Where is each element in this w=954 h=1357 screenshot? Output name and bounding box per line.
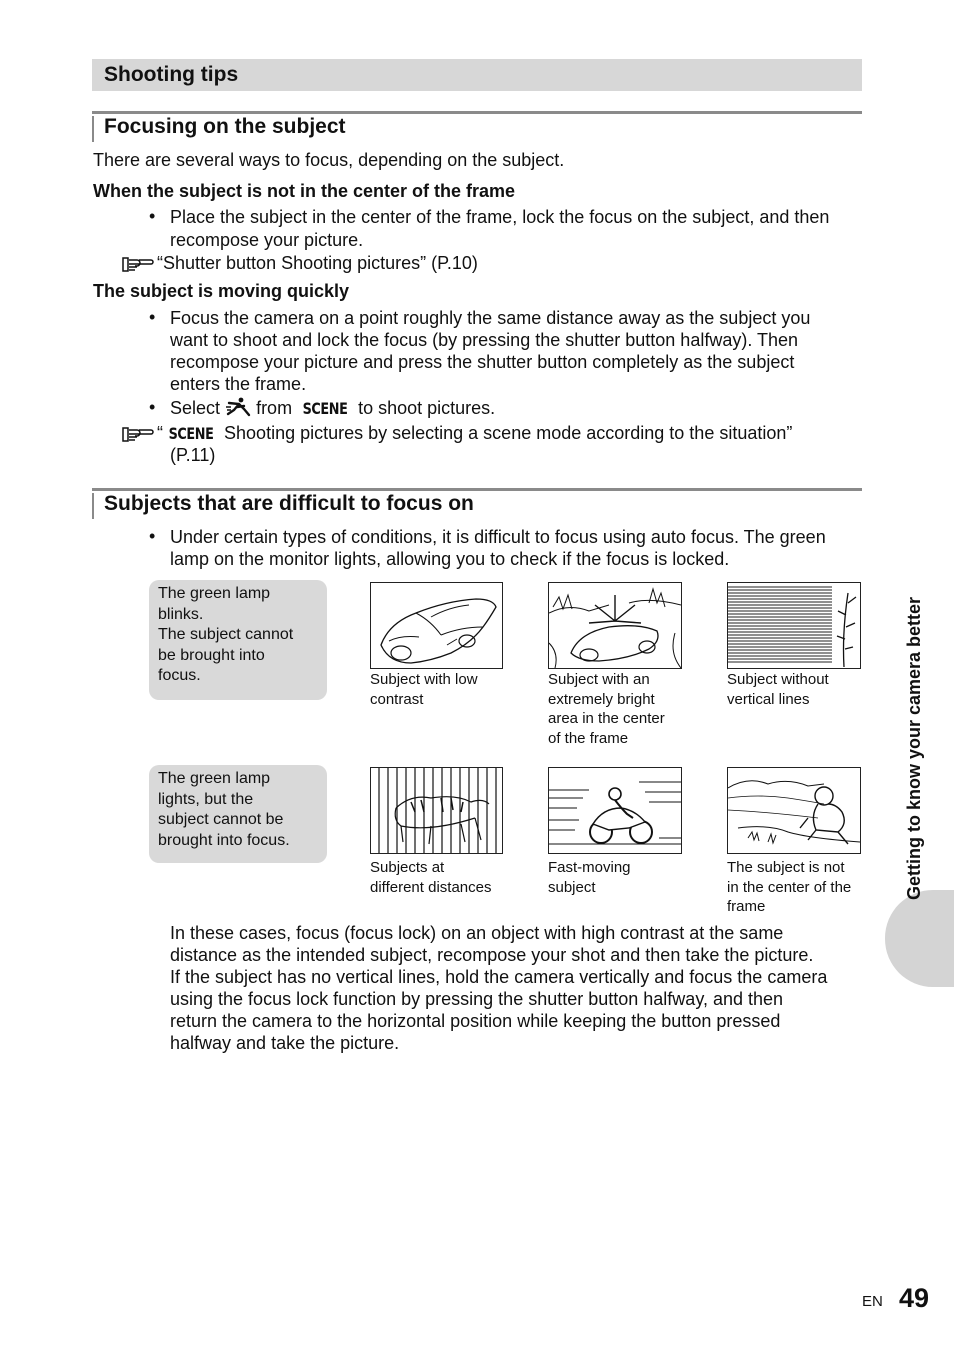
case2-bullet2-end: to shoot pictures.: [358, 398, 496, 418]
section-title-bar: [92, 59, 862, 91]
page-number: 49: [899, 1283, 930, 1313]
subheading-difficult: [92, 488, 862, 521]
scene-mode-label: SCENE: [302, 399, 348, 418]
caption-line: Subject without: [727, 671, 829, 688]
page-reference-icon: [122, 425, 154, 443]
caption-fast-moving: [548, 858, 631, 897]
case2-reference: [122, 422, 792, 445]
case1-reference-text: “Shutter button Shooting pictures” (P.10): [157, 253, 478, 273]
caption-line: Fast-moving: [548, 859, 631, 876]
page-reference-icon: [122, 255, 154, 273]
caption-line: Subjects at: [370, 859, 445, 876]
box-line: brought into focus.: [158, 831, 290, 849]
case1-bullet-line2: recompose your picture.: [170, 230, 364, 250]
caption-low-contrast: [370, 670, 478, 709]
case2-bullet2-select: Select: [170, 398, 221, 418]
chapter-label-text: Getting to know your camera better: [904, 596, 924, 900]
lamp-blinks-box: [149, 580, 327, 700]
caption-bright-center: [548, 670, 665, 748]
intro-text: There are several ways to focus, depending on the subject.: [93, 150, 565, 170]
case1-bullet-line1: Place the subject in the center of the frame, lock the focus on the subject, and then: [170, 207, 830, 227]
closing-paragraph: [170, 922, 870, 1054]
caption-different-distances: [370, 858, 491, 897]
case2-reference-line2: (P.11): [170, 445, 216, 465]
box-line: focus.: [158, 667, 201, 684]
closing-line: return the camera to the horizontal position while keeping the button pressed: [170, 1011, 781, 1031]
section-title: Shooting tips: [104, 63, 239, 86]
closing-line: distance as the intended subject, recompose your shot and then take the picture.: [170, 945, 814, 965]
caption-line: The subject is not: [727, 859, 845, 876]
box-line: blinks.: [158, 605, 204, 623]
scene-mode-label: SCENE: [168, 424, 214, 443]
caption-line: vertical lines: [727, 690, 810, 708]
box-line: The green lamp: [158, 585, 271, 602]
chapter-label: [904, 596, 924, 920]
case2-bullet2-from: from: [256, 398, 293, 418]
caption-line: Subject with low: [370, 671, 478, 688]
box-line: The subject cannot: [158, 626, 294, 643]
case2-bullet1-line2: want to shoot and lock the focus (by pressing the shutter button halfway). Then: [170, 330, 799, 350]
caption-line: extremely bright: [548, 690, 655, 708]
bright-center-car-icon: [548, 582, 682, 669]
sport-mode-icon: [225, 397, 251, 417]
caption-line: contrast: [370, 690, 424, 708]
difficult-bullet-line2: lamp on the monitor lights, allowing you to check if the focus is locked.: [170, 549, 730, 569]
tiger-behind-bars-icon: [370, 767, 503, 854]
subheading-difficult-text: Subjects that are difficult to focus on: [104, 492, 474, 515]
caption-line: subject: [548, 878, 596, 896]
subheading-focusing: [92, 111, 862, 144]
closing-line: halfway and take the picture.: [170, 1033, 400, 1053]
caption-not-centered: [727, 858, 851, 917]
case2-bullet2: [170, 397, 495, 420]
box-line: lights, but the: [158, 790, 254, 808]
sports-car-icon: [370, 582, 503, 669]
caption-line: Subject with an: [548, 671, 650, 688]
language-label: EN: [862, 1293, 883, 1310]
closing-line: In these cases, focus (focus lock) on an object with high contrast at the same: [170, 923, 784, 943]
bullet-dot: •: [149, 307, 156, 327]
box-line: subject cannot be: [158, 811, 284, 828]
motorcycle-icon: [548, 767, 682, 854]
box-line: be brought into: [158, 646, 265, 664]
caption-line: area in the center: [548, 710, 665, 727]
case2-reference-line1: Shooting pictures by selecting a scene mode according to the situation”: [224, 423, 793, 443]
case1-reference: [122, 252, 478, 274]
bullet-dot: •: [149, 397, 156, 417]
difficult-bullet-line1: Under certain types of conditions, it is difficult to focus using auto focus. The green: [170, 527, 826, 547]
lamp-lights-box: [149, 765, 327, 863]
case2-bullet1-line4: enters the frame.: [170, 374, 307, 394]
horizontal-lines-icon: [727, 582, 861, 669]
case2-reference-quote: “: [157, 423, 163, 443]
caption-line: in the center of the: [727, 878, 852, 896]
closing-line: If the subject has no vertical lines, hold the camera vertically and focus the camera: [170, 967, 828, 987]
bullet-dot: •: [149, 526, 156, 546]
person-by-lake-icon: [727, 767, 861, 854]
case1-heading: When the subject is not in the center of the frame: [93, 181, 516, 201]
caption-line: of the frame: [548, 729, 629, 747]
case2-bullet1-line3: recompose your picture and press the shutter button completely as the subject: [170, 352, 795, 372]
caption-line: frame: [727, 898, 766, 915]
closing-line: using the focus lock function by pressing the shutter button halfway, and then: [170, 989, 784, 1009]
case2-bullet1-line1: Focus the camera on a point roughly the same distance away as the subject you: [170, 308, 811, 328]
bullet-dot: •: [149, 206, 156, 226]
caption-no-vertical-lines: [727, 670, 829, 709]
subheading-focusing-text: Focusing on the subject: [104, 115, 346, 138]
box-line: The green lamp: [158, 770, 271, 787]
caption-line: different distances: [370, 878, 492, 896]
case2-heading: The subject is moving quickly: [93, 281, 350, 301]
